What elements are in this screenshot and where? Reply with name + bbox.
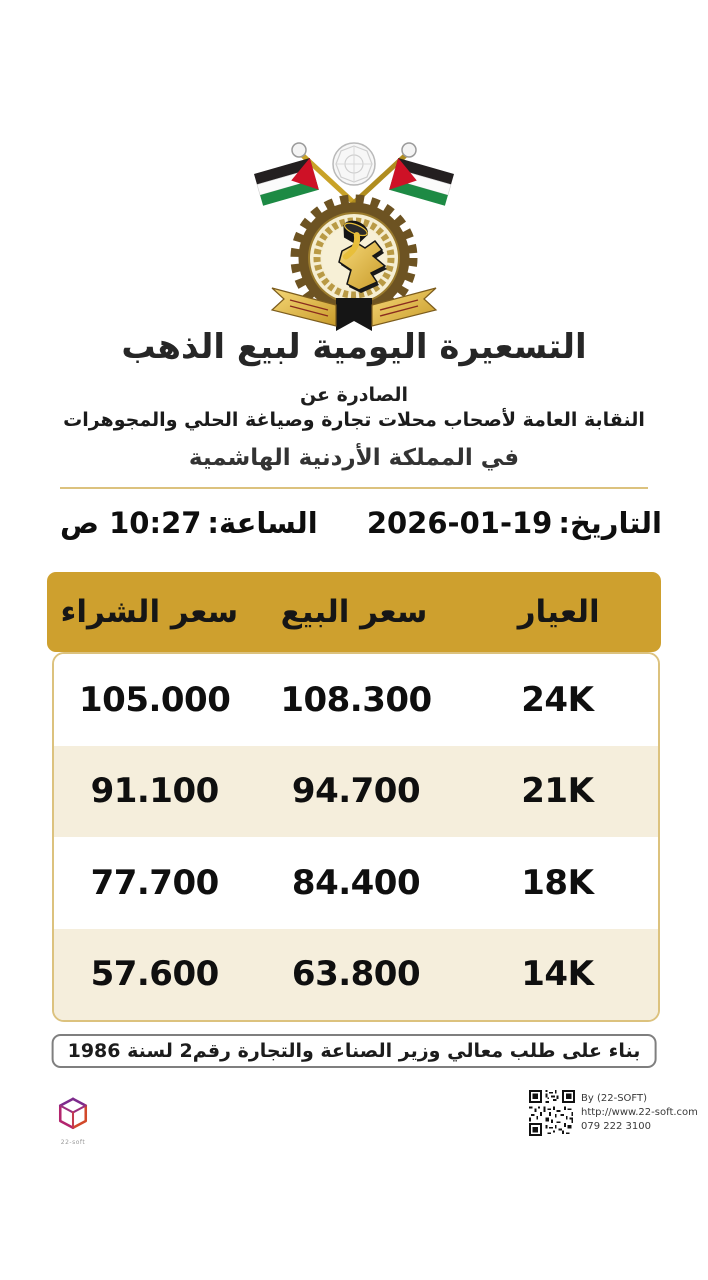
credit-by: By (22-SOFT) [581, 1093, 647, 1104]
table-row [54, 837, 658, 929]
price-table-header [47, 572, 661, 652]
jordan-flag-left-icon [254, 158, 319, 206]
table-row [54, 746, 658, 838]
credit-url: http://www.22-soft.com [581, 1107, 698, 1118]
software-credit [529, 1090, 698, 1136]
logo-caption: 22-soft [60, 1139, 86, 1146]
sell-price-cell: 108.300 [280, 679, 432, 720]
buy-price-cell: 57.600 [90, 954, 219, 995]
karat-cell: 14K [521, 954, 594, 995]
header-cell-karat: العيار [517, 594, 600, 630]
table-row [54, 929, 658, 1021]
gold-divider [60, 487, 648, 489]
ministry-note: بناء على طلب معالي وزير الصناعة والتجارة رقم2 لسنة 1986 [52, 1034, 657, 1068]
jordan-flag-right-icon [389, 158, 454, 206]
time-block [54, 506, 318, 540]
time-label: الساعة: [207, 506, 318, 540]
header-cell-sell: سعر البيع [280, 594, 428, 630]
date-value: 19-01-2026 [366, 506, 553, 540]
date-label: التاريخ: [558, 506, 662, 540]
cube-logo-icon [56, 1096, 90, 1134]
price-table-body [52, 652, 660, 1022]
issued-by-line: الصادرة عن [299, 384, 409, 406]
diamond-icon [333, 143, 375, 185]
sell-price-cell: 63.800 [291, 954, 421, 995]
jordan-map-medallion-icon [309, 213, 399, 303]
header-cell-buy: سعر الشراء [60, 594, 239, 630]
time-value: 10:27 ص [60, 506, 202, 540]
syndicate-emblem-logo [244, 140, 464, 335]
karat-cell: 21K [521, 771, 594, 812]
buy-price-cell: 105.000 [79, 679, 231, 720]
karat-cell: 24K [521, 679, 594, 720]
qr-code-icon [529, 1090, 575, 1136]
date-block [361, 506, 662, 540]
syndicate-name-line: النقابة العامة لأصحاب محلات تجارة وصياغة الحلي والمجوهرات [63, 409, 645, 431]
sell-price-cell: 94.700 [291, 771, 421, 812]
buy-price-cell: 77.700 [90, 862, 219, 903]
table-row [54, 654, 658, 746]
country-line: في المملكة الأردنية الهاشمية [188, 445, 520, 471]
page-title: التسعيرة اليومية لبيع الذهب [121, 327, 587, 367]
credit-text [581, 1090, 698, 1134]
company-logo [50, 1096, 96, 1146]
karat-cell: 18K [521, 862, 594, 903]
sell-price-cell: 84.400 [291, 862, 421, 903]
buy-price-cell: 91.100 [90, 771, 219, 812]
credit-phone: 079 222 3100 [581, 1121, 651, 1132]
